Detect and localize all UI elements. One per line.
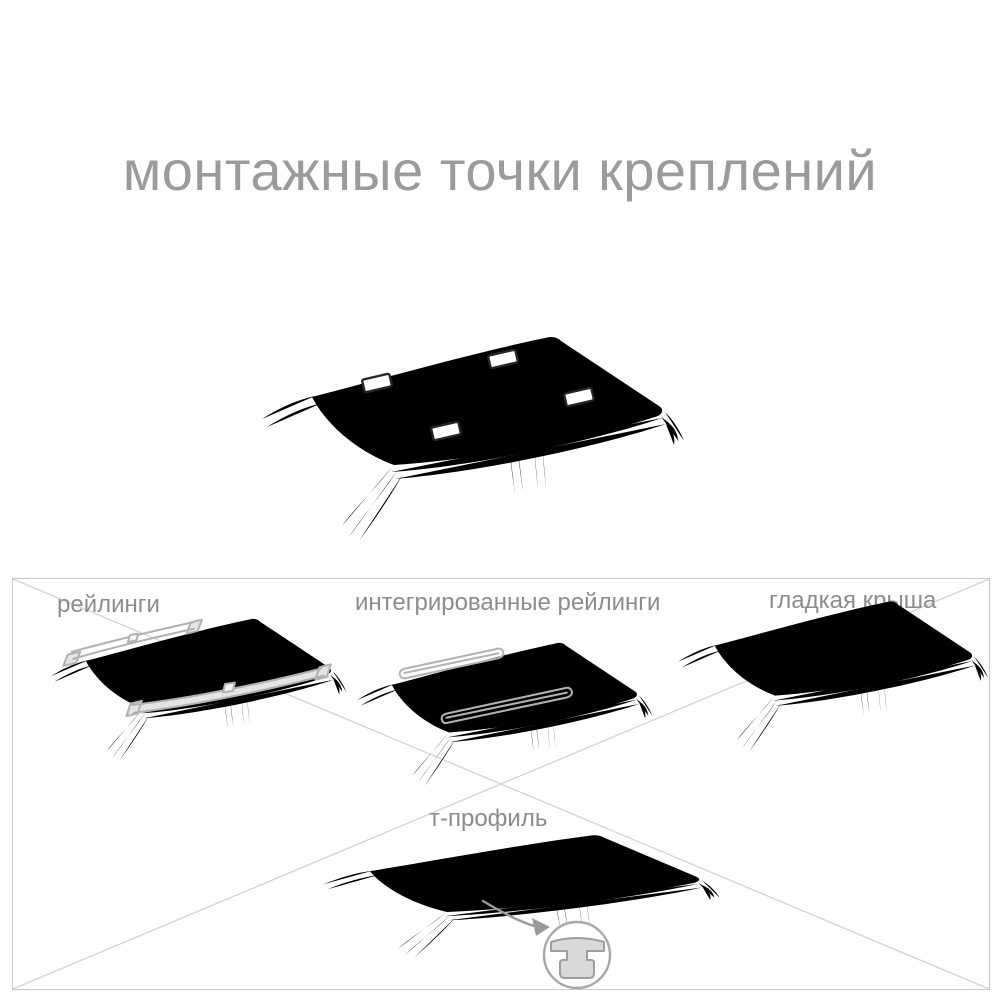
mount-types-panel bbox=[12, 578, 990, 990]
smooth-roof-drawing bbox=[653, 589, 998, 773]
label-roof-rails: рейлинги bbox=[57, 591, 160, 618]
label-t-profile: т-профиль bbox=[429, 805, 548, 832]
main-roof-mounting-points-diagram bbox=[228, 320, 698, 570]
label-smooth-roof: гладкая крыша bbox=[769, 587, 937, 614]
page-title: монтажные точки креплений bbox=[122, 139, 878, 202]
roof-rails-drawing bbox=[27, 607, 357, 783]
t-profile-drawing bbox=[291, 825, 761, 989]
integrated-rails-drawing bbox=[333, 631, 663, 807]
arrow-icon bbox=[532, 918, 550, 936]
label-integrated-rails: интегрированные рейлинги bbox=[355, 589, 661, 616]
